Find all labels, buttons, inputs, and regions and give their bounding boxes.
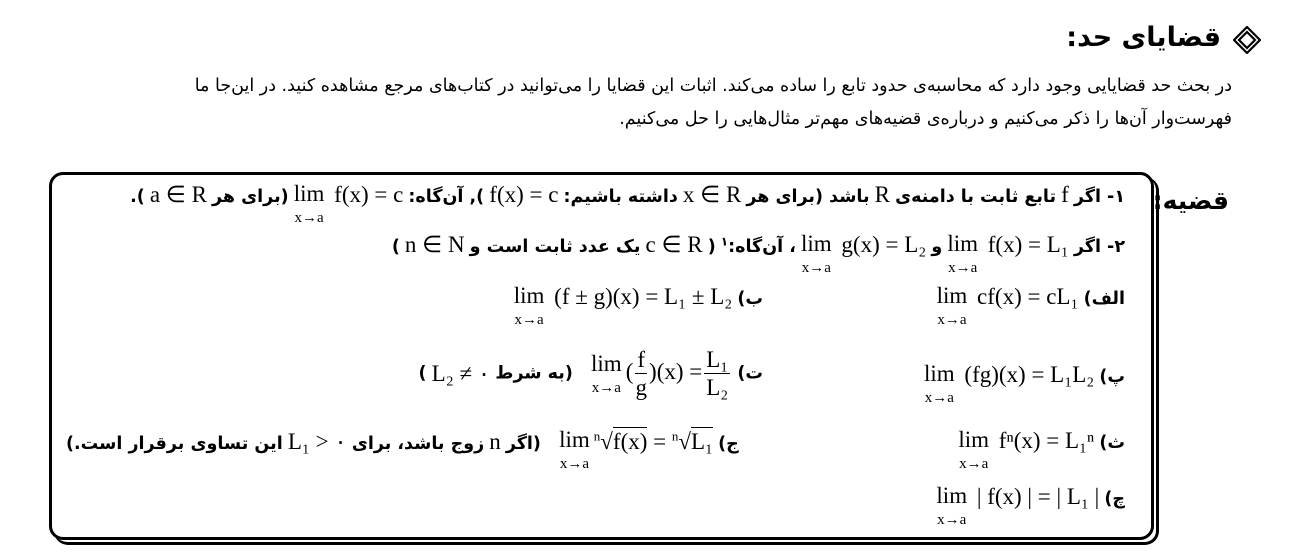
lim-operator [936, 484, 967, 528]
lim-operator [924, 362, 955, 406]
item2-g-expr: g(x) = L₂ [841, 232, 927, 257]
lim-word: lim [293, 181, 325, 206]
lim-sub: x→a [591, 379, 621, 396]
rule-p [924, 362, 1125, 406]
fraction-L1-over-L2 [704, 348, 730, 399]
item1-text-9: ), آن‌گاه: [408, 187, 485, 207]
rule-t-mid: )(x) = [649, 358, 703, 384]
rule-a-label: الف) [1083, 289, 1125, 309]
lim-sub: x→a [559, 456, 590, 472]
item1-f: f [1061, 182, 1069, 207]
item2-limit-f [947, 232, 1068, 276]
rule-t-cond-formula: L₂ ≠ ۰ [431, 360, 491, 386]
fraction-numerator: f [637, 347, 646, 372]
rule-p-expr: (fg)(x) = L₁L₂ [964, 362, 1095, 387]
rule-b-expr: (f ± g)(x) = L₁ ± L₂ [554, 284, 733, 309]
item2-paren-close: ) [391, 237, 400, 257]
rule-j-cond-formula: L₁ > ۰ [287, 429, 347, 454]
rule-t-cond: (به شرط [495, 363, 573, 384]
item1-lim-expr: f(x) = c [334, 182, 404, 207]
lim-sub: x→a [937, 512, 967, 528]
item1-text-1: ۱- اگر [1073, 187, 1125, 207]
item2-text-then: ، آن‌گاه: [728, 237, 796, 257]
rule-b-formula [514, 284, 733, 328]
rule-th-expr: fⁿ(x) = L₁ⁿ [998, 428, 1095, 453]
fraction-denominator: L₂ [706, 375, 729, 400]
rule-j-cond-3: این تساوی برقرار است.) [66, 434, 283, 454]
rule-j-formula [559, 428, 713, 472]
rule-t [419, 348, 763, 399]
item1-text-11: (برای هر [212, 187, 289, 207]
rule-b [514, 284, 763, 328]
lim-sub: x→a [294, 210, 324, 226]
lim-operator [937, 284, 968, 328]
rule-ch-expr: | f(x) | = | L₁ | [976, 484, 1100, 509]
footnote-marker: ۱ [720, 234, 729, 249]
rule-th-label: ث) [1099, 433, 1125, 453]
lim-sub: x→a [959, 456, 989, 472]
rule-a-formula [937, 284, 1079, 328]
item2-c-in-R: c ∈ R [645, 232, 703, 257]
rule-th-formula [958, 428, 1094, 472]
item1-text-7: داشته باشیم: [563, 187, 678, 207]
lim-operator [801, 232, 832, 276]
radical-icon: √ [678, 429, 691, 454]
theorem-item-1 [80, 182, 1125, 226]
item1-a-in-R: a ∈ R [149, 182, 207, 207]
fraction-f-over-g [635, 348, 647, 399]
lim-word: lim [513, 283, 545, 308]
item1-fx-eq-c: f(x) = c [489, 182, 559, 207]
rule-ch-formula [936, 484, 1099, 528]
intro-paragraph [40, 70, 1232, 136]
item1-limit [294, 182, 404, 226]
radicand-L1: L₁ [691, 429, 714, 454]
lim-word: lim [936, 483, 968, 508]
rule-t-cond-close: ) [418, 363, 427, 384]
rule-j-cond-2: زوج باشد، برای [351, 434, 485, 454]
root-index: n [671, 428, 679, 444]
lim-sub: x→a [948, 260, 978, 276]
rule-a-expr: cf(x) = cL₁ [977, 284, 1079, 309]
item2-n-in-N: n ∈ N [404, 232, 465, 257]
item2-limit-g [801, 232, 926, 276]
theorem-item-2 [392, 232, 1125, 276]
rule-j-eq: = [653, 429, 667, 454]
rule-ch-label: چ) [1104, 489, 1125, 509]
item2-paren-open: ( [707, 237, 716, 257]
root-index: n [593, 428, 601, 444]
item1-x-in-R: x ∈ R [682, 182, 742, 207]
lim-sub: x→a [801, 260, 831, 276]
lim-sub: x→a [514, 312, 544, 328]
rule-t-formula [591, 348, 732, 399]
lim-word: lim [958, 427, 990, 452]
rule-ch [936, 484, 1125, 528]
rule-j [66, 428, 739, 472]
item1-text-13: ). [130, 187, 145, 207]
item1-R: R [874, 182, 890, 207]
item1-text-3: تابع ثابت با دامنه‌ی [895, 187, 1057, 207]
fraction-denominator: g [635, 375, 647, 400]
radicand-fx: f(x) [612, 429, 648, 454]
fraction-numerator: L₁ [706, 347, 729, 372]
lim-word: lim [923, 361, 955, 386]
lim-operator [514, 284, 545, 328]
rule-b-label: ب) [737, 289, 763, 309]
lim-word: lim [936, 283, 968, 308]
lim-operator [947, 232, 978, 276]
rule-t-label: ت) [737, 363, 763, 384]
item2-text-const: یک عدد ثابت است و [469, 237, 641, 257]
theorem-label: قضیه: [1152, 186, 1229, 215]
rule-j-cond-1: (اگر [505, 434, 541, 454]
rule-t-open: ( [625, 358, 634, 384]
lim-word: lim [591, 350, 622, 376]
diamond-icon [1233, 26, 1261, 54]
intro-line-1: در بحث حد قضایایی وجود دارد که محاسبه‌ی حدود تابع را ساده می‌کند. اثبات این قضایا را می‌توانید در کتاب‌های مرجع مشاهده کنید. در این‌جا ما [194, 76, 1232, 96]
rule-j-label: ج) [718, 434, 739, 454]
lim-word: lim [800, 231, 832, 256]
lim-operator [958, 428, 989, 472]
radical-icon: √ [600, 429, 613, 454]
lim-operator [559, 428, 590, 472]
lim-operator [294, 182, 325, 226]
rule-p-label: پ) [1099, 367, 1125, 387]
rule-a [937, 284, 1125, 328]
item2-text-1: ۲- اگر [1073, 237, 1125, 257]
section-header [665, 12, 1265, 60]
item1-text-5: باشد (برای هر [746, 187, 870, 207]
item2-text-and: و [931, 237, 943, 257]
lim-word: lim [559, 427, 590, 452]
lim-sub: x→a [937, 312, 967, 328]
lim-operator [591, 352, 622, 396]
item2-f-expr: f(x) = L₁ [987, 232, 1069, 257]
section-title: قضایای حد: [1066, 22, 1221, 53]
rule-p-formula [924, 362, 1094, 406]
rule-th [958, 428, 1125, 472]
lim-sub: x→a [924, 390, 954, 406]
intro-line-2: فهرست‌وار آن‌ها را ذکر می‌کنیم و درباره‌ی قضیه‌های مهم‌تر مثال‌هایی را حل می‌کنیم. [619, 109, 1232, 129]
lim-word: lim [947, 231, 979, 256]
rule-j-n: n [489, 429, 501, 454]
